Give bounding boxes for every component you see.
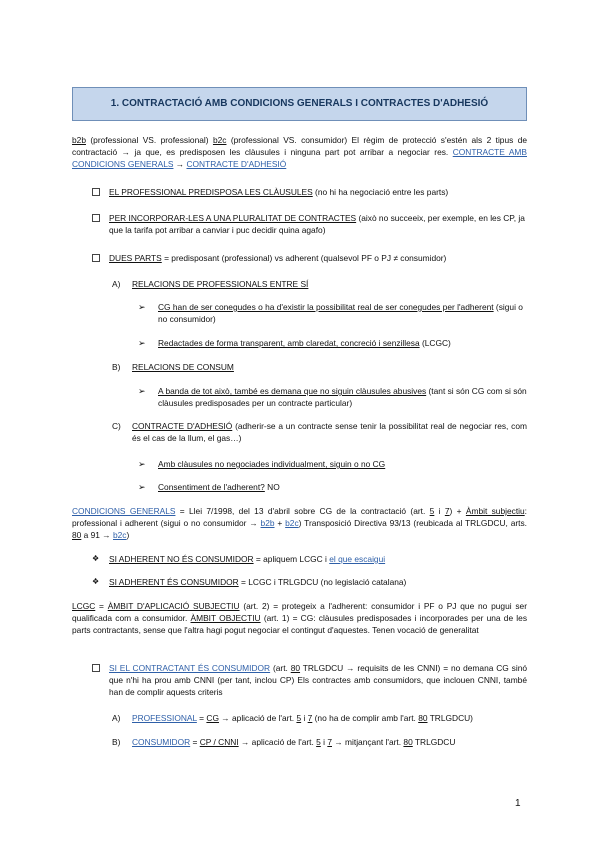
e1-text-1: = [196,713,207,723]
e2-text-3: i [320,737,328,747]
subsection-title: RELACIONS DE PROFESSIONALS ENTRE SÍ [132,279,309,289]
section-title [72,87,527,121]
cb4-text-1: (art. [270,663,291,673]
diamond-item-label: SI ADHERENT ÉS CONSUMIDOR [109,577,239,587]
e2-art80: 80 [403,737,413,747]
cg-b2c-link[interactable]: b2c [285,517,299,528]
consumer-link[interactable]: CONSUMIDOR [132,737,191,747]
cg-paragraph [72,506,527,542]
arrow-item-label: Amb clàusules no negociades individualment, siguin o no CG [158,459,386,469]
e1-text-2: → aplicació de l'art. [218,713,297,723]
cg-ambit: Àmbit subjectiu [465,506,525,516]
checkbox-icon[interactable] [92,664,100,672]
arrow-bullet-icon: ➢ [138,386,146,396]
cb4-art80: 80 [290,663,301,673]
checkbox-item-note: = predisposant (professional) vs adherent (qualsevol PF o PJ ≠ consumidor) [161,253,447,263]
b2b-desc: (professional VS. professional) [85,135,213,145]
e1-art5: 5 [296,713,302,723]
professional-link[interactable]: PROFESSIONAL [132,713,197,723]
cg-contract-link[interactable]: CONTRACTE AMB CONDICIONS GENERALS [72,146,527,169]
page-number: 1 [515,798,521,809]
subsection-title: RELACIONS DE CONSUM [132,362,234,372]
arrow-bullet-icon: ➢ [138,459,146,469]
checkbox-item-label: EL PROFESSIONAL PREDISPOSA LES CLÀUSULES [109,187,313,197]
b2c-term: b2c [212,135,227,145]
arrow-item-label: CG han de ser conegudes o ha d'existir la possibilitat real de ser conegudes per l'adherent [158,302,494,312]
cg-art7: 7 [444,506,450,516]
lcgc-paragraph [72,601,527,637]
subsection-letter: A) [112,279,121,289]
lcgc-text-1: = [95,601,108,611]
subsection-note: (adherir-se a un contracte sense tenir la possibilitat real de negociar res, com és el cas de la llum, el gas…) [132,421,528,443]
checkbox-icon[interactable] [92,254,100,262]
e1-text-5: TRLGDCU) [427,713,473,723]
diamond-item-link[interactable]: el que escaigui [329,554,386,564]
checkbox-item-note: (no hi ha negociació entre les parts) [312,187,449,197]
arrow-item-label: Consentiment de l'adherent? [158,482,265,492]
subsection-letter: B) [112,362,121,372]
checkbox-icon[interactable] [92,214,100,222]
lcgc-term: LCGC [72,601,96,611]
cg-b2b-link[interactable]: b2b [260,517,275,528]
cg-b2c-link-2[interactable]: b2c [112,529,127,540]
cg-text-1: = Llei 7/1998, del 13 d'abril sobre CG de la contractació (art. [175,506,430,516]
cg-link[interactable]: CONDICIONS GENERALS [72,506,176,516]
cg-art80: 80 [72,529,82,540]
subsection-letter: C) [112,421,121,431]
diamond-item-label: SI ADHERENT NO ÉS CONSUMIDOR [109,554,254,564]
subsection-letter: A) [112,713,121,723]
diamond-bullet-icon: ❖ [92,577,100,586]
arrow-item-note: (tant si són CG com si són clàusules predisposades per un contracte particular) [158,386,527,408]
e2-cp-cnni: CP / CNNI [199,737,239,747]
intro-arrow: → [173,158,187,169]
diamond-item-text: = apliquem LCGC i [253,554,330,564]
checkbox-icon[interactable] [92,188,100,196]
e2-text-4: → mitjançant l'art. [332,737,404,747]
section-title-text: 1. CONTRACTACIÓ AMB CONDICIONS GENERALS I CONTRACTES D'ADHESIÓ [110,98,489,109]
cg-text-4: : professional i adherent (sigui o no consumidor → [72,506,527,528]
cg-text-7: a 91 → [81,529,113,540]
checkbox-item-label: DUES PARTS [109,253,162,263]
b2b-term: b2b [72,135,86,145]
lcgc-objective: ÀMBIT OBJECTIU [190,612,261,623]
adhesion-contract-link[interactable]: CONTRACTE D'ADHESIÓ [186,158,287,169]
cg-art5: 5 [429,506,435,516]
e2-art7: 7 [327,737,332,747]
e1-cg: CG [206,713,219,723]
lcgc-subjective: ÀMBIT D'APLICACIÓ SUBJECTIU [107,601,240,611]
e1-art7: 7 [307,713,313,723]
e2-text-1: = [190,737,200,747]
checkbox-item-note: (això no succeeix, per exemple, en les CP, ja que la tarifa pot arribar a canviar i puc decidir quina agafo) [109,213,525,235]
checkbox-item-label: PER INCORPORAR-LES A UNA PLURALITAT DE CONTRACTES [109,213,357,223]
e1-art80: 80 [418,713,428,723]
intro-paragraph [72,135,527,171]
lcgc-text-3: (art. 1) = CG: clàusules predisposades i incorporades per una de les parts contractants, sense que l'altra hagi pogut negociar el contingut d'aquestes. Tenen vocació de generalitat [72,612,528,635]
arrow-bullet-icon: ➢ [138,482,146,492]
e1-text-3: i [301,713,308,723]
cg-text-6: ) Transposició Directiva 93/13 (reubicada al TRLGDCU, arts. [298,517,527,528]
arrow-item-note: (sigui o no consumidor) [158,302,523,324]
cg-text-3: ) + [449,506,466,516]
arrow-item-note: (LCGC) [419,338,451,348]
arrow-item-note: NO [264,482,280,492]
subsection-title: CONTRACTE D'ADHESIÓ [132,421,233,431]
cb4-text-2: TRLGDCU → requisits de les CNNI) = no demana CG sinó que n'hi ha prou amb CNNI (per tant, inclou CP) Els contractes amb consumidors, que inclouen CNNI, també han de complir aquests criteris [109,663,528,697]
e1-text-4: (no ha de complir amb l'art. [312,713,419,723]
arrow-bullet-icon: ➢ [138,302,146,312]
e2-text-5: TRLGDCU [412,737,456,747]
cg-text-8: ) [126,529,130,540]
cg-text-2: i [434,506,445,516]
consumer-contract-link[interactable]: SI EL CONTRACTANT ÉS CONSUMIDOR [109,663,271,673]
arrow-item-label: Redactades de forma transparent, amb claredat, concreció i senzillesa [158,338,420,348]
cg-text-5: + [274,517,286,528]
lcgc-text-2: (art. 2) = protegeix a l'adherent: consumidor i PF o PJ que no pugui ser qualificada com a consumidor. [72,601,527,623]
subsection-letter: B) [112,737,121,747]
e2-text-2: → aplicació de l'art. [238,737,317,747]
b2c-desc: (professional VS. consumidor) El règim de protecció s'estén als 2 tipus de contractació → ja que, es predisposen les clàusules i ninguna part pot arribar a negociar res. [72,135,528,157]
e2-art5: 5 [316,737,321,747]
diamond-bullet-icon: ❖ [92,554,100,563]
arrow-bullet-icon: ➢ [138,338,146,348]
diamond-item-note: = LCGC i TRLGDCU (no legislació catalana) [238,577,407,587]
arrow-item-label: A banda de tot això, també es demana que no siguin clàusules abusives [158,386,427,396]
